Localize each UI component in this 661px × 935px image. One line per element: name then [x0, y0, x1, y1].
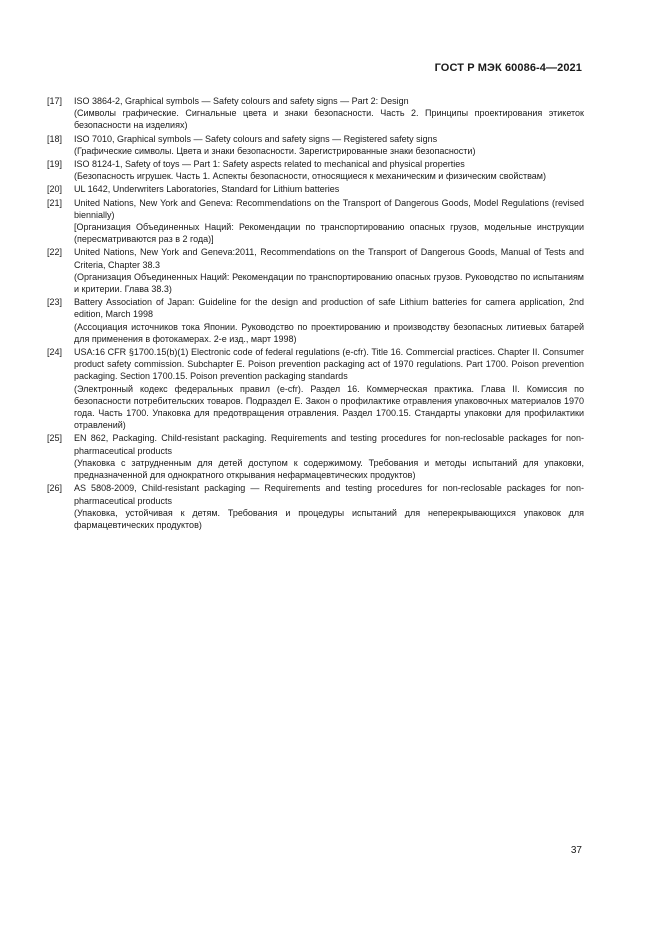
- reference-original-title: United Nations, New York and Geneva:2011, Recommendations on the Transport of Dangerous Goods, Manual of Tests and Criteria, Chapter 38.3: [74, 247, 584, 270]
- reference-russian-title: (Графические символы. Цвета и знаки безопасности. Зарегистрированные знаки безопасности): [74, 145, 476, 156]
- reference-original-title: UL 1642, Underwriters Laboratories, Standard for Lithium batteries: [74, 184, 340, 195]
- reference-russian-title: (Ассоциация источников тока Японии. Руководство по проектированию и производству безопасных литиевых батарей для применения в фотокамерах. 2-е изд., март 1998): [74, 321, 584, 344]
- reference-original-title: ISO 3864-2, Graphical symbols — Safety colours and safety signs — Part 2: Design: [74, 96, 409, 106]
- reference-entry-23: [47, 296, 584, 345]
- reference-number: [20]: [47, 184, 63, 195]
- reference-original-title: Battery Association of Japan: Guideline for the design and production of safe Lithium batteries for camera application, 2nd edition, March 1998: [74, 297, 584, 320]
- reference-number: [18]: [47, 133, 63, 144]
- reference-original-title: AS 5808-2009, Child-resistant packaging — Requirements and testing procedures for non-reclosable packages for non-pharmaceutical products: [74, 483, 584, 506]
- bibliography-list: [47, 95, 584, 532]
- reference-original-title: United Nations, New York and Geneva: Recommendations on the Transport of Dangerous Goods, Model Regulations (revised biennially): [74, 197, 584, 220]
- reference-entry-26: [47, 482, 584, 531]
- reference-russian-title: (Электронный кодекс федеральных правил (e-cfr). Раздел 16. Коммерческая практика. Глава II. Комиссия по безопасности потребительских товаров. Подраздел Е. Закон о профилактике отравления упаковочных материалов 1970 года. Часть 1700. Упаковка для предотвращения отравления. Раздел 1700.15. Стандарты упаковки для профилактики отравлений): [74, 383, 584, 431]
- reference-russian-title: (Символы графические. Сигнальные цвета и знаки безопасности. Часть 2. Принципы проектирования этикеток безопасности на изделиях): [74, 108, 584, 131]
- reference-number: [25]: [47, 433, 63, 444]
- reference-entry-25: [47, 432, 584, 481]
- reference-number: [24]: [47, 347, 63, 358]
- reference-russian-title: (Упаковка, устойчивая к детям. Требования и процедуры испытаний для неперекрывающихся упаковок для фармацевтических продуктов): [74, 507, 584, 530]
- reference-russian-title: [Организация Объединенных Наций: Рекомендации по транспортированию опасных грузов, модельные инструкции (пересматриваются раз в 2 года)]: [74, 222, 584, 245]
- reference-original-title: USA:16 CFR §1700.15(b)(1) Electronic code of federal regulations (e-cfr). Title 16. Commercial practices. Chapter II. Consumer product safety commission. Subchapter E. Poison prevention packaging act of 1970 regulations. Part 1700. Poison prevention packaging. Section 1700.15. Poison prevention packaging standards: [74, 347, 584, 382]
- reference-entry-20: [47, 183, 584, 195]
- reference-number: [19]: [47, 159, 63, 170]
- reference-original-title: ISO 7010, Graphical symbols — Safety colours and safety signs — Registered safety signs: [74, 133, 438, 144]
- page-number: 37: [570, 845, 582, 856]
- reference-russian-title: (Упаковка с затрудненным для детей доступом к содержимому. Требования и методы испытаний для упаковки, предназначенной для однократного открывания нефармацевтических продуктов): [74, 457, 584, 481]
- reference-entry-19: [47, 158, 584, 182]
- reference-number: [23]: [47, 297, 63, 308]
- document-header-title: ГОСТ Р МЭК 60086-4—2021: [434, 62, 582, 74]
- reference-number: [21]: [47, 197, 63, 208]
- reference-entry-22: [47, 246, 584, 295]
- reference-russian-title: (Организация Объединенных Наций: Рекомендации по транспортированию опасных грузов. Руководство по испытаниям и критерии. Глава 38.3): [74, 271, 584, 295]
- reference-entry-17: [47, 95, 584, 132]
- reference-number: [22]: [47, 247, 63, 258]
- reference-number: [26]: [47, 483, 63, 494]
- reference-entry-24: [47, 346, 584, 431]
- reference-original-title: ISO 8124-1, Safety of toys — Part 1: Safety aspects related to mechanical and physical properties: [74, 159, 465, 170]
- reference-entry-18: [47, 133, 584, 157]
- reference-original-title: EN 862, Packaging. Child-resistant packaging. Requirements and testing procedures for non-reclosable packages for non-pharmaceutical products: [74, 433, 584, 456]
- reference-russian-title: (Безопасность игрушек. Часть 1. Аспекты безопасности, относящиеся к механическим и физическим свойствам): [74, 171, 546, 182]
- reference-number: [17]: [47, 96, 63, 106]
- reference-entry-21: [47, 197, 584, 246]
